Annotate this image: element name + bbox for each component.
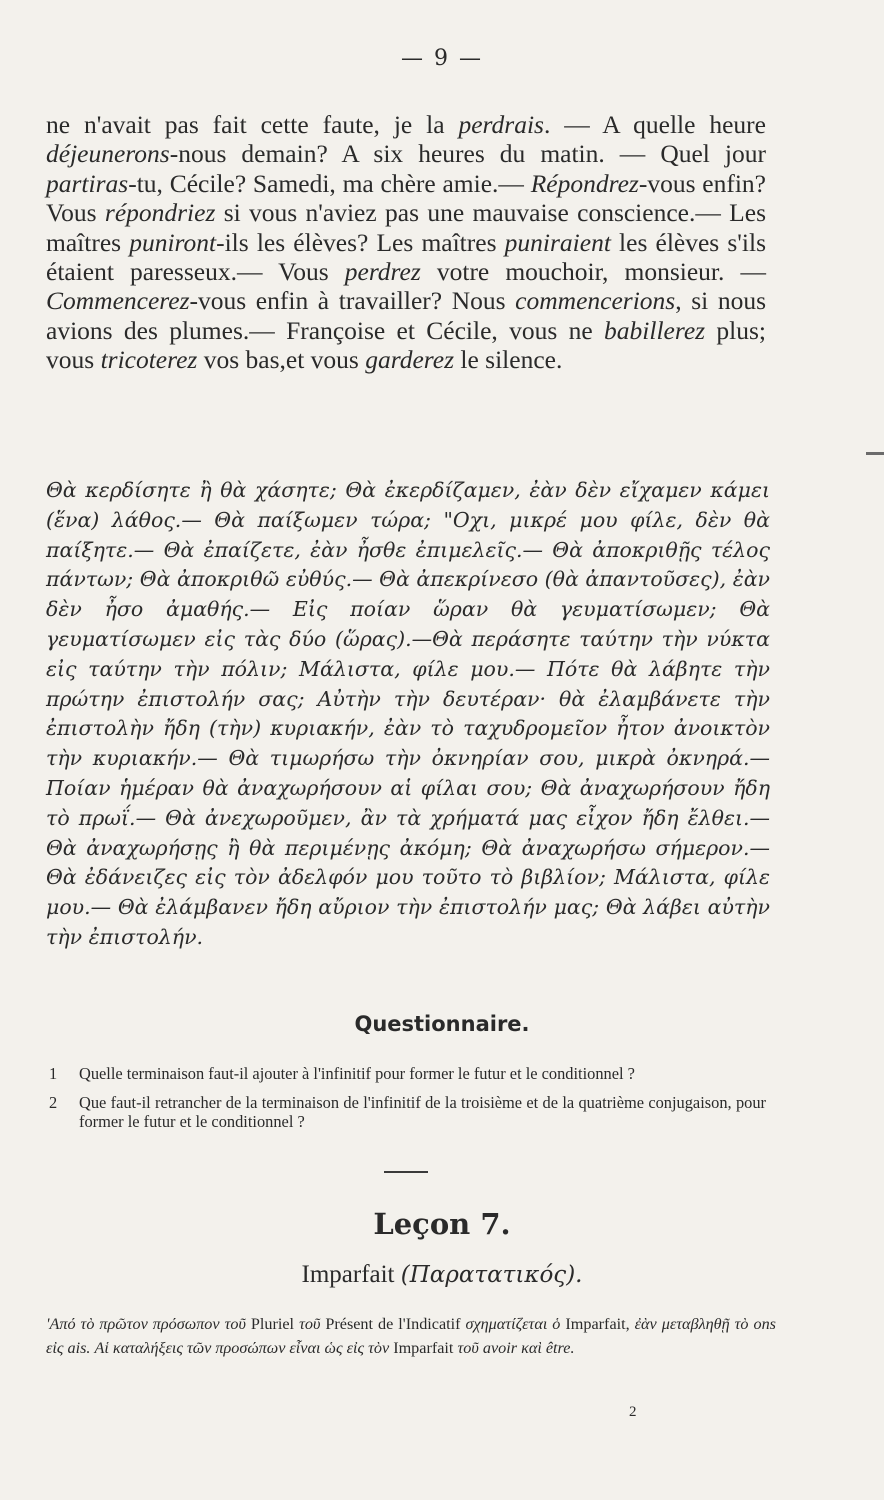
french-text-run: vos bas,et vous bbox=[197, 345, 366, 375]
intro-text-run: ais. bbox=[67, 1339, 95, 1357]
intro-text-run: ons bbox=[753, 1315, 776, 1333]
lesson-subtitle-greek: (Παρατατικός). bbox=[400, 1262, 583, 1288]
french-text-run: plus; vous bbox=[46, 315, 766, 375]
greek-exercise-paragraph: Θὰ κερδίσητε ἢ θὰ χάσητε; Θὰ ἐκερδίζαμεν, ἐὰν δὲν εἴχαμεν κάμει (ἕνα) λάθος.— Θὰ παίξωμεν τώρα; "Οχι, μικρέ μου φίλε, δὲν θὰ παίξητε.— Θὰ ἐπαίζετε, ἐὰν ἦσθε ἐπιμελεῖς.— Θὰ ἀποκριθῇς τέλος πάντων; Θὰ ἀποκριθῶ εὐθύς.— Θὰ ἀπεκρίνεσο (θὰ ἀπαντοῦσες), ἐὰν δὲν ἦσο ἀμαθής.— Εἰς ποίαν ὥραν θὰ γευματίσωμεν; Θὰ γευματίσωμεν εἰς τὰς δύο (ὥρας).—Θὰ περάσητε ταύτην τὴν νύκτα εἰς ταύτην τὴν πόλιν; Μάλιστα, φίλε μου.— Πότε θὰ λάβητε τὴν πρώτην ἐπιστολήν σας; Αὐτὴν τὴν δευτέραν· θὰ ἐλαμβάνετε τὴν ἐπιστολὴν ἤδη (τὴν) κυριακήν, ἐὰν τὸ ταχυδρομεῖον ἦτον ἀνοικτὸν τὴν κυριακήν.— Θὰ τιμωρήσω τὴν ὀκνηρίαν σου, μικρὰ ὀκνηρά.— Ποίαν ἡμέραν θὰ ἀναχωρήσουν αἱ φίλαι σου; Θὰ ἀναχωρήσουν ἤδη τὸ πρωΐ.— Θὰ ἀνεχωροῦμεν, ἂν τὰ χρήματά μας εἶχον ἤδη ἔλθει.— Θὰ ἀναχωρήσῃς ἢ θὰ περιμένῃς ἀκόμη; Θὰ ἀναχωρήσω σήμερον.— Θὰ ἐδάνειζες εἰς τὸν ἀδελφόν μου τοῦτο τὸ βιβλίον; Μάλιστα, φίλε μου.— Θὰ ἐλάμβανεν ἤδη αὔριον τὴν ἐπιστολήν μας; Θὰ λάβει αὐτὴν τὴν ἐπιστολήν. bbox=[46, 478, 770, 949]
question-number: 2 bbox=[49, 1092, 58, 1112]
french-text-run: perdrez bbox=[344, 257, 421, 287]
french-text-run: perdrais bbox=[458, 110, 544, 139]
intro-text-run: τοῦ bbox=[299, 1315, 326, 1333]
intro-text-run: Αἱ καταλήξεις τῶν προσώπων εἶναι ὡς εἰς τὸν bbox=[94, 1339, 394, 1357]
french-text-run: les élèves s'ils étaient paresseux.— Vous bbox=[46, 227, 766, 287]
french-text-run: -vous enfin à travailler? Nous bbox=[189, 286, 516, 316]
intro-text-run: Imparfait, bbox=[565, 1315, 635, 1333]
intro-text-run: σχηματίζεται ὁ bbox=[465, 1315, 566, 1333]
french-text-run: répondriez bbox=[104, 198, 216, 228]
lesson-intro-paragraph bbox=[46, 1312, 776, 1360]
french-text-run: puniraient bbox=[504, 227, 611, 257]
french-text-run: partiras bbox=[46, 168, 129, 198]
intro-text-run: Présent de l'Indicatif bbox=[325, 1315, 466, 1333]
questionnaire-list bbox=[46, 1064, 766, 1141]
french-exercise-paragraph bbox=[46, 110, 766, 375]
intro-text-run: ἐὰν μεταβληθῇ τὸ bbox=[634, 1315, 754, 1333]
intro-text-run: τοῦ bbox=[457, 1339, 483, 1357]
intro-text-run: καὶ bbox=[521, 1339, 546, 1357]
french-text-run: votre mouchoir, monsieur. — bbox=[420, 257, 766, 287]
french-text-run: babillerez bbox=[604, 315, 706, 345]
intro-text-run: être. bbox=[545, 1339, 575, 1357]
question-text: Que faut-il retrancher de la terminaison de l'infinitif de la troisième et de la quatrième conjugaison, pour former le futur et le conditionnel ? bbox=[79, 1092, 766, 1131]
intro-text-run: Pluriel bbox=[250, 1315, 300, 1333]
french-text-run: . — A quelle heure bbox=[543, 110, 766, 139]
lesson-title: Leçon 7. bbox=[373, 1207, 511, 1241]
questionnaire-item bbox=[46, 1093, 766, 1132]
french-text-run: -vous enfin? Vous bbox=[46, 168, 766, 228]
questionnaire-title: Questionnaire. bbox=[354, 1012, 530, 1036]
french-text-run: le silence. bbox=[454, 345, 563, 375]
intro-text-run: 'Από τὸ πρῶτον πρόσωπον τοῦ bbox=[46, 1315, 251, 1333]
questionnaire-item bbox=[46, 1064, 766, 1084]
signature-mark: 2 bbox=[629, 1404, 637, 1420]
page-number: — 9 — bbox=[401, 46, 483, 71]
french-text-run: garderez bbox=[365, 345, 454, 375]
question-text: Quelle terminaison faut-il ajouter à l'infinitif pour former le futur et le conditionnel ? bbox=[79, 1064, 635, 1083]
french-text-run: -ils les élèves? Les maîtres bbox=[216, 227, 505, 257]
french-text-run: tricoterez bbox=[100, 345, 198, 375]
french-text-run: puniront bbox=[129, 227, 217, 257]
intro-text-run: εἰς bbox=[46, 1339, 68, 1357]
lesson-subtitle bbox=[0, 1261, 884, 1289]
lesson-subtitle-french: Imparfait bbox=[301, 1261, 395, 1288]
french-text-run: commencerions bbox=[515, 286, 676, 316]
french-text-run: -tu, Cécile? Samedi, ma chère amie.— bbox=[128, 168, 531, 198]
french-text-run: , si nous avions des plumes.— Françoise et Cécile, vous ne bbox=[46, 286, 767, 345]
intro-text-run: avoir bbox=[482, 1339, 522, 1357]
french-text-run: Répondrez bbox=[530, 168, 639, 198]
french-text-run: ne n'avait pas fait cette faute, je la bbox=[46, 110, 459, 139]
french-text-run: si vous n'aviez pas une mauvaise conscience.— Les maîtres bbox=[46, 198, 766, 257]
french-text-run: Commencerez bbox=[46, 286, 190, 316]
intro-text-run: Imparfait bbox=[393, 1339, 458, 1357]
french-text-run: déjeunerons bbox=[46, 139, 170, 169]
french-text-run: -nous demain? A six heures du matin. — Quel jour bbox=[169, 139, 766, 169]
section-divider bbox=[384, 1171, 428, 1173]
question-number: 1 bbox=[49, 1064, 58, 1083]
page-edge-mark bbox=[866, 452, 884, 455]
